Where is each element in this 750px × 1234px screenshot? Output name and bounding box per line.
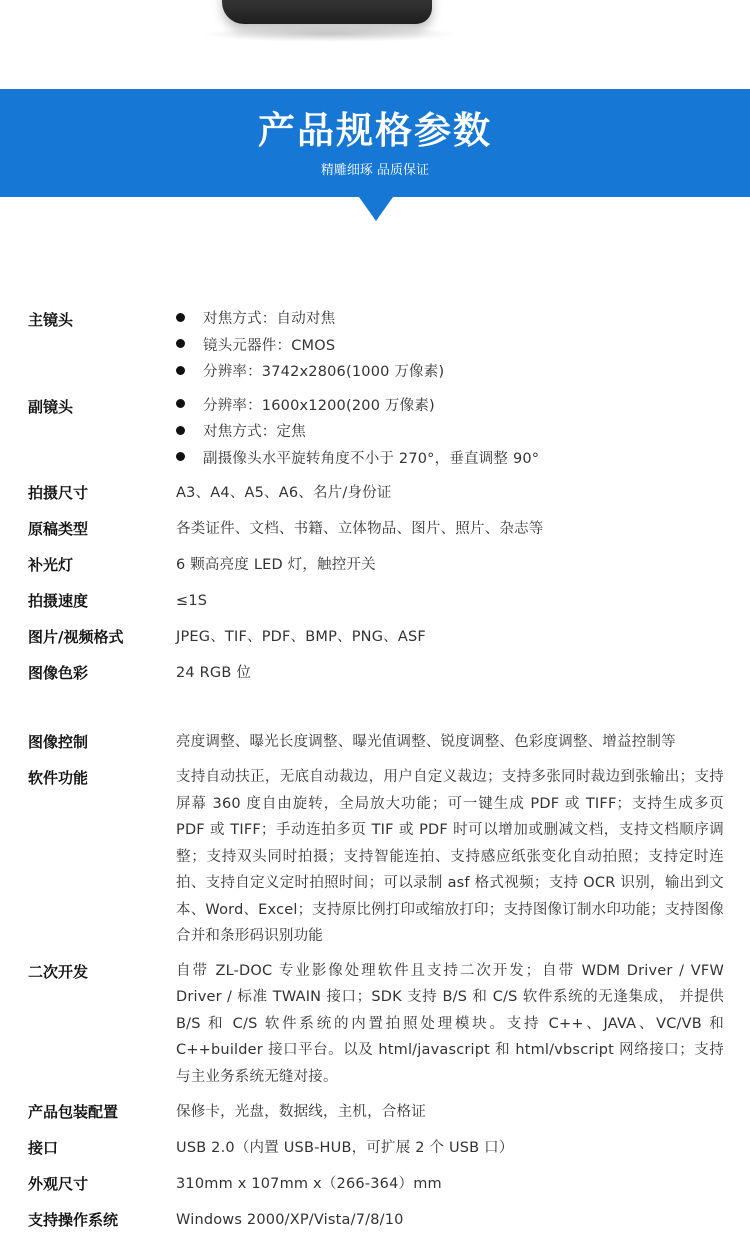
device-base <box>222 0 432 24</box>
bullet-list <box>176 393 724 473</box>
bullet-dot-icon <box>176 313 185 322</box>
spec-row-color <box>0 659 750 687</box>
list-item: 分辨率：3742x2806(1000 万像素) <box>176 359 724 386</box>
spec-value: 各类证件、文档、书籍、立体物品、图片、照片、杂志等 <box>176 521 544 537</box>
bullet-list <box>176 306 724 386</box>
spec-value: 310mm x 107mm x（266-364）mm <box>176 1176 442 1192</box>
spec-value: 24 RGB 位 <box>176 665 252 681</box>
spec-label: 拍摄尺寸 <box>28 484 89 502</box>
spec-row-sub-lens <box>0 393 750 473</box>
banner-pointer <box>359 197 393 221</box>
spec-value <box>176 306 724 386</box>
spec-row-dev <box>0 958 750 1091</box>
list-item: 对焦方式：自动对焦 <box>176 306 724 333</box>
spec-label: 外观尺寸 <box>28 1175 89 1193</box>
spec-value: JPEG、TIF、PDF、BMP、PNG、ASF <box>176 629 426 645</box>
spec-value: Windows 2000/XP/Vista/7/8/10 <box>176 1212 404 1228</box>
list-item: 副摄像头水平旋转角度不小于 270°，垂直调整 90° <box>176 446 724 473</box>
spec-row-fill-light <box>0 551 750 579</box>
spec-row-dimensions <box>0 1170 750 1198</box>
bullet-dot-icon <box>176 366 185 375</box>
spec-label: 副镜头 <box>28 397 74 416</box>
section-banner <box>0 89 750 197</box>
spec-table <box>0 306 750 1234</box>
spec-row-shoot-speed <box>0 587 750 615</box>
spec-label: 软件功能 <box>28 769 89 787</box>
spec-row-package <box>0 1098 750 1126</box>
spec-label: 图像色彩 <box>28 664 89 682</box>
spec-label: 二次开发 <box>28 962 89 981</box>
spec-value: 支持自动扶正，无底自动裁边，用户自定义裁边；支持多张同时裁边到张输出；支持屏幕 360 度自由旋转，全局放大功能；可一键生成 PDF 或 TIFF；支持生成多页 PDF 或 TIFF；手动连拍多页 TIF 或 PDF 时可以增加或删减文档，支持文档顺序调整；支持双头同时拍摄；支持智能连拍、支持感应纸张变化自动拍照；支持定时连拍、支持自定义定时拍照时间；可以录制 asf 格式视频；支持 OCR 识别，输出到文本、Word、Excel；支持原比例打印或缩放打印；支持图像订制水印功能；支持图像合并和条形码识别功能 <box>176 769 724 944</box>
spec-row-interface <box>0 1134 750 1162</box>
spec-row-image-control <box>0 728 750 756</box>
spec-row-software <box>0 764 750 950</box>
bullet-dot-icon <box>176 452 185 461</box>
list-item: 镜头元器件：CMOS <box>176 333 724 360</box>
spec-value: A3、A4、A5、A6、名片/身份证 <box>176 485 392 501</box>
bullet-dot-icon <box>176 339 185 348</box>
spec-label: 产品包装配置 <box>28 1103 119 1121</box>
section-subtitle: 精雕细琢 品质保证 <box>320 163 430 178</box>
spec-row-main-lens <box>0 306 750 386</box>
spec-label: 图像控制 <box>28 733 89 751</box>
spec-label: 支持操作系统 <box>28 1211 119 1229</box>
spec-label: 接口 <box>28 1139 59 1157</box>
spec-value: 保修卡，光盘，数据线，主机，合格证 <box>176 1104 426 1120</box>
spec-row-os <box>0 1206 750 1234</box>
spec-label: 图片/视频格式 <box>28 628 124 646</box>
spec-row-doc-types <box>0 515 750 543</box>
spec-value: 亮度调整、曝光长度调整、曝光值调整、锐度调整、色彩度调整、增益控制等 <box>176 734 676 750</box>
list-item: 分辨率：1600x1200(200 万像素) <box>176 393 724 420</box>
spec-value: USB 2.0（内置 USB-HUB，可扩展 2 个 USB 口） <box>176 1140 514 1156</box>
spec-row-shoot-size <box>0 479 750 507</box>
spec-row-formats <box>0 623 750 651</box>
spec-label: 原稿类型 <box>28 520 89 538</box>
spec-label: 主镜头 <box>28 311 74 329</box>
list-item: 对焦方式：定焦 <box>176 419 724 446</box>
bullet-dot-icon <box>176 399 185 408</box>
spec-value: 6 颗高亮度 LED 灯，触控开关 <box>176 557 376 573</box>
bullet-dot-icon <box>176 426 185 435</box>
spec-label: 拍摄速度 <box>28 592 89 610</box>
spec-value: 自带 ZL-DOC 专业影像处理软件且支持二次开发；自带 WDM Driver / VFW Driver / 标准 TWAIN 接口；SDK 支持 B/S 和 C/S 软件系统的无逢集成， 并提供 B/S 和 C/S 软件系统的内置拍照处理模块。支持 C++、JAVA、VC/VB 和 C++builder 接口平台。以及 html/javascript 和 html/vbscript 网络接口；支持与主业务系统无缝对接。 <box>176 962 724 1085</box>
section-title: 产品规格参数 <box>258 109 492 152</box>
spec-value <box>176 393 724 473</box>
device-shadow <box>200 26 460 42</box>
spec-label: 补光灯 <box>28 556 74 574</box>
product-image-bottom <box>0 0 750 75</box>
spec-value: ≤1S <box>176 593 208 609</box>
